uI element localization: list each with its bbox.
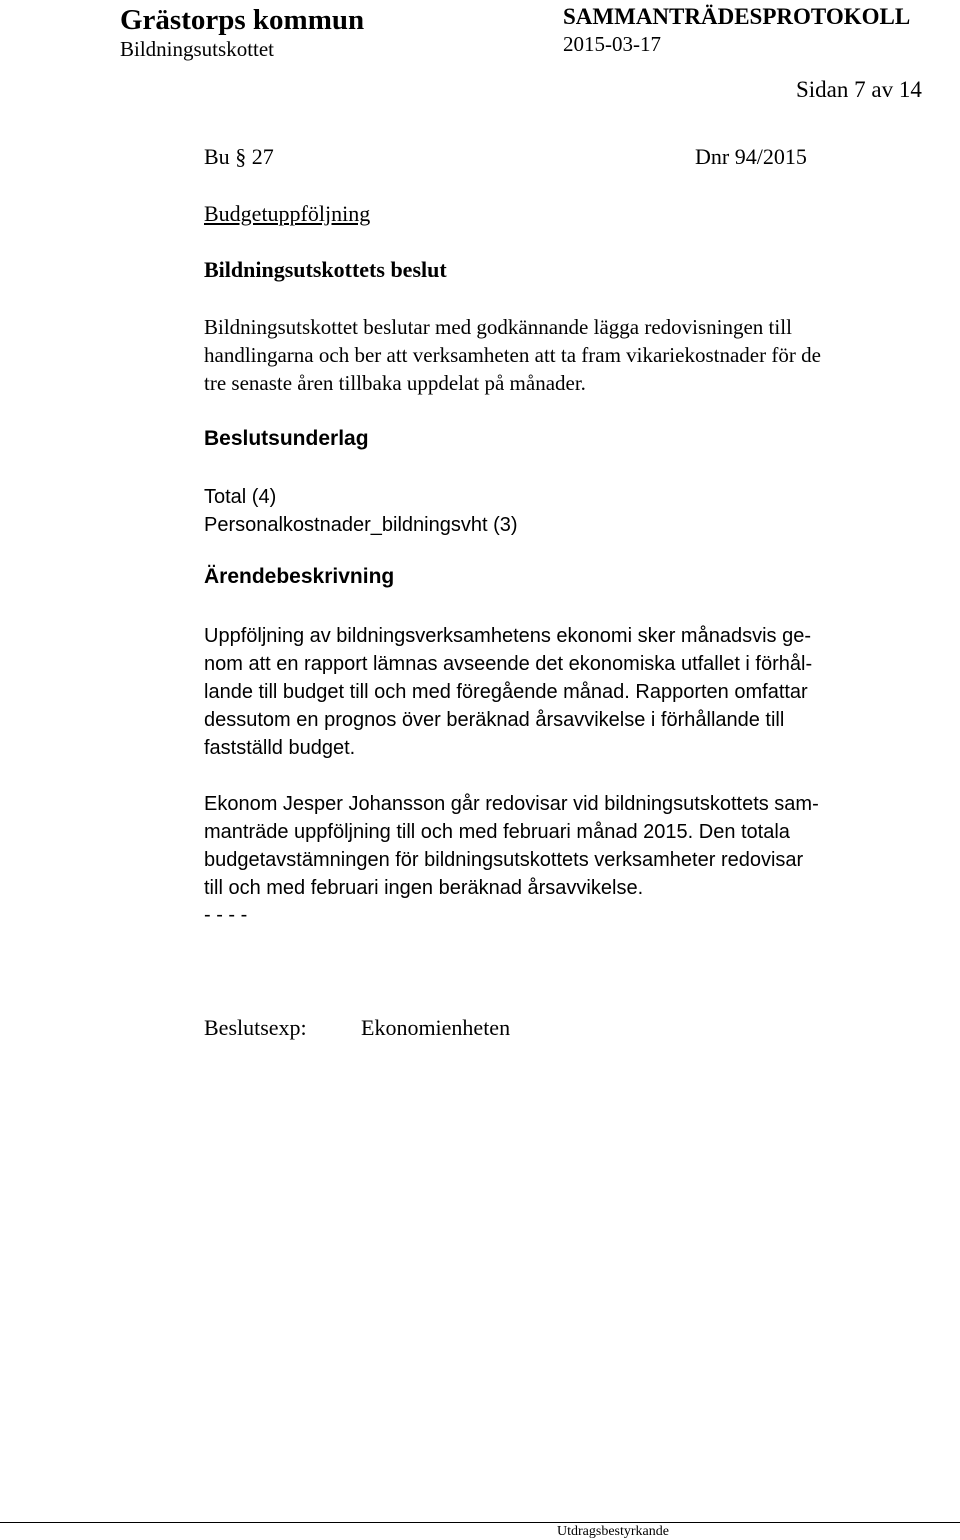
document-type: SAMMANTRÄDESPROTOKOLL xyxy=(563,4,911,29)
description-line: Uppföljning av bildningsverksamhetens ekonomi sker månadsvis ge- xyxy=(204,625,811,647)
decision-line: Bildningsutskottet beslutar med godkännande lägga redovisningen till xyxy=(204,315,792,339)
description-line: Ekonom Jesper Johansson går redovisar vid bildningsutskottets sam- xyxy=(204,793,819,815)
description-line: fastställd budget. xyxy=(204,737,356,759)
description-line: nom att en rapport lämnas avseende det ekonomiska utfallet i förhål- xyxy=(204,653,813,675)
section-separator: - - - - xyxy=(204,904,248,926)
decision-heading: Bildningsutskottets beslut xyxy=(204,257,447,282)
decision-text xyxy=(204,313,821,397)
basis-item: Personalkostnader_bildningsvht (3) xyxy=(204,514,518,536)
organization-name: Grästorps kommun xyxy=(120,4,365,36)
description-paragraph-1 xyxy=(204,622,812,762)
description-line: dessutom en prognos över beräknad årsavvikelse i förhållande till xyxy=(204,709,785,731)
description-line: lande till budget till och med föregående månad. Rapporten omfattar xyxy=(204,681,808,703)
case-section: Bu xyxy=(204,144,230,169)
case-dnr: Dnr 94/2015 xyxy=(695,144,807,169)
page-number: Sidan 7 av 14 xyxy=(796,77,922,102)
description-heading: Ärendebeskrivning xyxy=(204,565,395,588)
case-number: 27 xyxy=(251,144,274,169)
description-line: manträde uppföljning till och med februari månad 2015. Den totala xyxy=(204,821,790,843)
committee-name: Bildningsutskottet xyxy=(120,37,275,61)
paragraph-sign: § xyxy=(235,144,247,169)
basis-item: Total (4) xyxy=(204,486,277,508)
basis-heading: Beslutsunderlag xyxy=(204,427,369,450)
description-line: till och med februari ingen beräknad årsavvikelse. xyxy=(204,877,644,899)
basis-list xyxy=(204,483,518,539)
decision-line: handlingarna och ber att verksamheten att ta fram vikariekostnader för de xyxy=(204,343,821,367)
case-paragraph xyxy=(204,144,274,170)
dispatch-recipient: Ekonomienheten xyxy=(361,1015,511,1040)
case-title: Budgetuppföljning xyxy=(204,201,371,226)
dispatch-label: Beslutsexp: xyxy=(204,1015,307,1040)
description-paragraph-2 xyxy=(204,790,819,902)
decision-line: tre senaste åren tillbaka uppdelat på månader. xyxy=(204,371,586,395)
footer-label: Utdragsbestyrkande xyxy=(557,1524,669,1539)
meeting-date: 2015-03-17 xyxy=(563,32,661,56)
footer-divider xyxy=(0,1522,960,1523)
description-line: budgetavstämningen för bildningsutskottets verksamheter redovisar xyxy=(204,849,804,871)
